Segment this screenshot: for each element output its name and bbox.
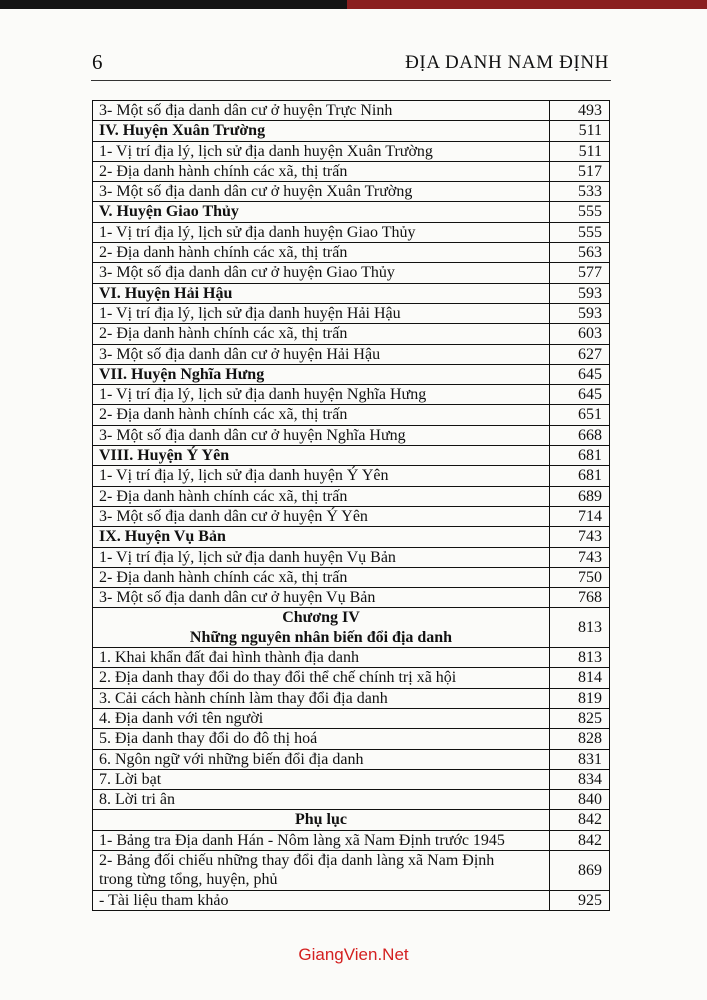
toc-page-number: 828	[550, 729, 610, 749]
toc-page-number: 743	[550, 547, 610, 567]
toc-page-number: 819	[550, 688, 610, 708]
toc-page-number: 555	[550, 222, 610, 242]
toc-entry-title: 3- Một số địa danh dân cư ở huyện Giao Thủy	[93, 263, 550, 283]
toc-row	[93, 608, 610, 648]
toc-entry-title: - Tài liệu tham khảo	[93, 890, 550, 910]
toc-page-number: 689	[550, 486, 610, 506]
toc-page-number: 645	[550, 385, 610, 405]
toc-entry-title: 1- Vị trí địa lý, lịch sử địa danh huyện Hải Hậu	[93, 303, 550, 323]
toc-page-number: 814	[550, 668, 610, 688]
toc-page-number: 645	[550, 364, 610, 384]
toc-page-number: 493	[550, 101, 610, 121]
toc-entry-title: 4. Địa danh với tên người	[93, 708, 550, 728]
toc-row	[93, 161, 610, 181]
toc-row	[93, 303, 610, 323]
toc-entry-title: 6. Ngôn ngữ với những biến đổi địa danh	[93, 749, 550, 769]
toc-page-number: 869	[550, 850, 610, 890]
toc-row	[93, 890, 610, 910]
toc-page-number: 768	[550, 588, 610, 608]
toc-row	[93, 202, 610, 222]
toc-row	[93, 506, 610, 526]
toc-row	[93, 547, 610, 567]
toc-entry-title: 1- Vị trí địa lý, lịch sử địa danh huyện Nghĩa Hưng	[93, 385, 550, 405]
toc-row	[93, 405, 610, 425]
toc-page-number: 511	[550, 121, 610, 141]
toc-page-number: 925	[550, 890, 610, 910]
toc-appendix-title: Phụ lục	[93, 810, 550, 830]
toc-row	[93, 830, 610, 850]
toc-entry-title: 3. Cải cách hành chính làm thay đổi địa danh	[93, 688, 550, 708]
toc-row	[93, 385, 610, 405]
toc-page-number: 533	[550, 182, 610, 202]
toc-row	[93, 364, 610, 384]
toc-row	[93, 263, 610, 283]
top-border-strip	[0, 0, 707, 9]
toc-page-number: 813	[550, 608, 610, 648]
toc-row	[93, 222, 610, 242]
toc-page-number: 842	[550, 810, 610, 830]
toc-page-number: 743	[550, 527, 610, 547]
toc-section-title: IV. Huyện Xuân Trường	[93, 121, 550, 141]
toc-entry-title: 1- Vị trí địa lý, lịch sử địa danh huyện Vụ Bản	[93, 547, 550, 567]
toc-row	[93, 790, 610, 810]
page-number: 6	[92, 50, 103, 74]
toc-row	[93, 708, 610, 728]
toc-page-number: 668	[550, 425, 610, 445]
toc-entry-title: 2- Địa danh hành chính các xã, thị trấn	[93, 324, 550, 344]
toc-entry-title: 2. Địa danh thay đổi do thay đổi thể chế chính trị xã hội	[93, 668, 550, 688]
toc-row	[93, 344, 610, 364]
toc-section-title: VII. Huyện Nghĩa Hưng	[93, 364, 550, 384]
toc-page-number: 563	[550, 243, 610, 263]
running-title: ĐỊA DANH NAM ĐỊNH	[405, 52, 609, 73]
toc-row	[93, 810, 610, 830]
toc-entry-title: 8. Lời tri ân	[93, 790, 550, 810]
toc-section-title: VI. Huyện Hải Hậu	[93, 283, 550, 303]
toc-page-number: 840	[550, 790, 610, 810]
toc-row	[93, 850, 610, 890]
toc-section-title: VIII. Huyện Ý Yên	[93, 446, 550, 466]
toc-row	[93, 527, 610, 547]
toc-entry-title: 7. Lời bạt	[93, 769, 550, 789]
toc-entry-title: 2- Địa danh hành chính các xã, thị trấn	[93, 161, 550, 181]
toc-entry-title: 1- Vị trí địa lý, lịch sử địa danh huyện Xuân Trường	[93, 141, 550, 161]
toc-entry-line: trong từng tổng, huyện, phủ	[99, 871, 278, 889]
toc-body	[93, 101, 610, 911]
chapter-subtitle: Những nguyên nhân biến đổi địa danh	[189, 628, 453, 646]
table-of-contents	[92, 100, 610, 911]
toc-row	[93, 567, 610, 587]
toc-entry-title: 3- Một số địa danh dân cư ở huyện Xuân Trường	[93, 182, 550, 202]
toc-page-number: 825	[550, 708, 610, 728]
toc-section-title: V. Huyện Giao Thủy	[93, 202, 550, 222]
toc-row	[93, 182, 610, 202]
toc-entry-title: 2- Địa danh hành chính các xã, thị trấn	[93, 567, 550, 587]
toc-page-number: 831	[550, 749, 610, 769]
toc-entry-title: 3- Một số địa danh dân cư ở huyện Hải Hậu	[93, 344, 550, 364]
toc-row	[93, 486, 610, 506]
toc-section-title: IX. Huyện Vụ Bản	[93, 527, 550, 547]
header-rule	[91, 80, 611, 81]
toc-chapter-title	[93, 608, 550, 648]
toc-entry-title: 5. Địa danh thay đổi do đô thị hoá	[93, 729, 550, 749]
toc-entry-title: 2- Địa danh hành chính các xã, thị trấn	[93, 486, 550, 506]
toc-entry-title: 2- Địa danh hành chính các xã, thị trấn	[93, 405, 550, 425]
toc-entry-title: 1. Khai khẩn đất đai hình thành địa danh	[93, 648, 550, 668]
toc-entry-title: 1- Vị trí địa lý, lịch sử địa danh huyện Ý Yên	[93, 466, 550, 486]
watermark-text: GiangVien.Net	[298, 945, 409, 964]
toc-page-number: 842	[550, 830, 610, 850]
toc-row	[93, 283, 610, 303]
toc-page-number: 555	[550, 202, 610, 222]
toc-page-number: 681	[550, 466, 610, 486]
toc-row	[93, 769, 610, 789]
toc-row	[93, 749, 610, 769]
toc-page-number: 681	[550, 446, 610, 466]
toc-page-number: 627	[550, 344, 610, 364]
toc-entry-line: 2- Bảng đối chiếu những thay đổi địa danh làng xã Nam Định	[99, 851, 495, 869]
toc-page-number: 714	[550, 506, 610, 526]
toc-row	[93, 141, 610, 161]
toc-row	[93, 121, 610, 141]
toc-row	[93, 446, 610, 466]
toc-page-number: 593	[550, 303, 610, 323]
toc-row	[93, 101, 610, 121]
toc-page-number: 517	[550, 161, 610, 181]
toc-entry-title: 2- Địa danh hành chính các xã, thị trấn	[93, 243, 550, 263]
toc-row	[93, 648, 610, 668]
toc-page-number: 834	[550, 769, 610, 789]
toc-entry-title: 3- Một số địa danh dân cư ở huyện Vụ Bản	[93, 588, 550, 608]
toc-page-number: 577	[550, 263, 610, 283]
toc-page-number: 603	[550, 324, 610, 344]
toc-entry-title	[93, 850, 550, 890]
toc-row	[93, 324, 610, 344]
toc-page-number: 750	[550, 567, 610, 587]
toc-entry-title: 3- Một số địa danh dân cư ở huyện Nghĩa Hưng	[93, 425, 550, 445]
toc-row	[93, 588, 610, 608]
toc-page-number: 651	[550, 405, 610, 425]
toc-row	[93, 243, 610, 263]
toc-entry-title: 3- Một số địa danh dân cư ở huyện Ý Yên	[93, 506, 550, 526]
toc-row	[93, 466, 610, 486]
toc-row	[93, 688, 610, 708]
toc-row	[93, 668, 610, 688]
toc-row	[93, 425, 610, 445]
toc-entry-title: 3- Một số địa danh dân cư ở huyện Trực Ninh	[93, 101, 550, 121]
toc-page-number: 813	[550, 648, 610, 668]
chapter-label: Chương IV	[282, 609, 360, 627]
toc-row	[93, 729, 610, 749]
toc-entry-title: 1- Vị trí địa lý, lịch sử địa danh huyện Giao Thủy	[93, 222, 550, 242]
toc-page-number: 593	[550, 283, 610, 303]
top-border-accent	[347, 0, 707, 9]
toc-page-number: 511	[550, 141, 610, 161]
toc-entry-title: 1- Bảng tra Địa danh Hán - Nôm làng xã Nam Định trước 1945	[93, 830, 550, 850]
